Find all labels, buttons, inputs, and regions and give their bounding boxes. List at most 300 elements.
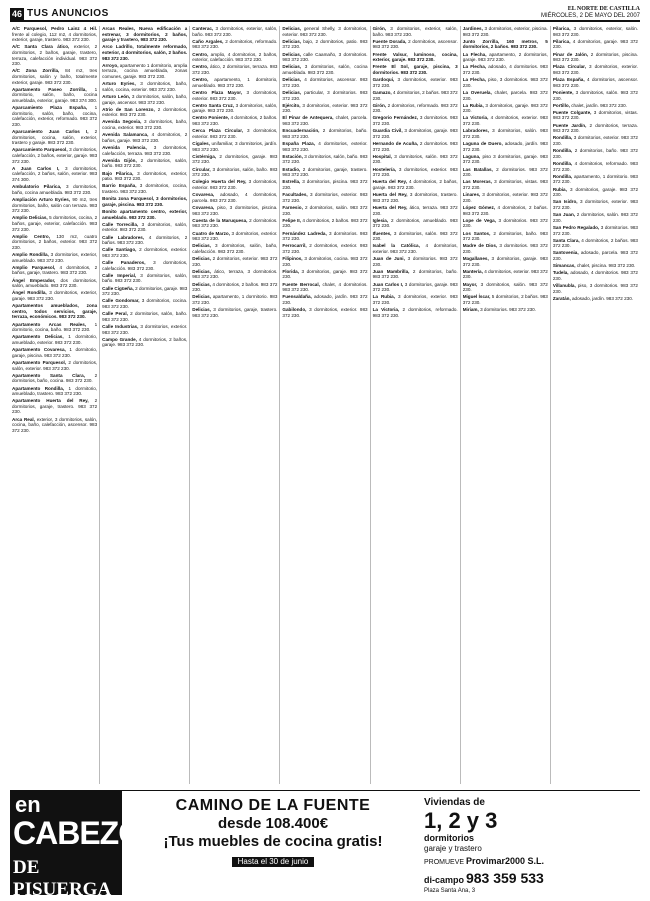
ad-text: 2 dormitorios, garaje. 983 372 230. [102, 285, 188, 297]
ad-text: 3 dormitorios, exterior. 983 372 230. [552, 135, 638, 147]
ad-column [461, 26, 551, 784]
classified-ad [463, 282, 548, 293]
ad-lead: Bajo Pilarica, [102, 170, 134, 176]
classified-ad [12, 303, 97, 320]
ad-text: 3 dormitorios, cocina, trastero. 983 372 230. [102, 183, 188, 194]
ad-text: 3 dormitorios, salón, baño, calefacción. 983 372 230. [192, 243, 278, 254]
ad-lead: Rondilla, [552, 173, 573, 179]
page-header [10, 6, 640, 22]
classified-ad [553, 250, 638, 261]
ad-text: amplio, 4 dormitorios, 2 baños, exterior, calefacción. 983 372 230. [192, 51, 278, 63]
ad-lead: Juan de Juni, [372, 256, 405, 262]
ad-text: 4 dormitorios, 2 baños. 983 372 230. [102, 234, 188, 246]
classified-ad [102, 209, 187, 220]
classified-ad [102, 337, 187, 348]
ad-text: 3 dormitorios, trastero. 983 372 230. [372, 192, 458, 203]
classified-ad [12, 386, 97, 397]
ad-lead: Huerta del Rey, [372, 179, 408, 185]
ad-lead: Simancas, [552, 263, 576, 269]
ad-text: 4 dormitorios, 2 baños. 983 372 230. [552, 237, 638, 249]
ad-lead: Ambulatorio Pilarica, [12, 184, 62, 190]
ad-lead: La Rubia, [372, 294, 395, 300]
ad-text: 2 dormitorios, exterior. 983 372 230. [102, 106, 188, 118]
ad-column [10, 26, 100, 784]
classified-ad [553, 26, 638, 37]
ad-lead: La Overuela, [462, 89, 492, 95]
ad-lead: Mayor, [462, 281, 478, 287]
classified-ad [282, 90, 367, 101]
classified-ad [282, 294, 367, 305]
ad-lead: Tudela, [552, 270, 569, 276]
classified-ad [102, 247, 187, 258]
ad-lead: Aparcamiento Plaza España, [12, 105, 88, 111]
ad-lead: Calle Peral, [102, 311, 128, 317]
classified-ad [12, 26, 97, 43]
classified-ad [463, 179, 548, 190]
banner-promueve [424, 856, 636, 868]
ad-lead: San Juan, [552, 212, 576, 218]
ad-lead: Ampliación Arturo Eyries, [12, 196, 71, 202]
ad-lead: Pinar de Jalón, [552, 51, 589, 57]
ad-lead: Cerca Plaza Circular, [192, 128, 244, 134]
ad-text: 2 dormitorios, baño. 983 372 230. [552, 148, 638, 159]
banner-cabezon: CABEZÓN [13, 815, 165, 851]
banner-promotor: Provimar2000 S.L. [466, 856, 545, 866]
ad-text: 2 dormitorios, ascensor. 983 372 230. [372, 38, 458, 50]
classified-ad [463, 52, 548, 63]
ad-lead: Cigales, [192, 141, 210, 147]
ad-text: 2 dormitorios, exterior. 983 372 230. [192, 256, 278, 267]
banner-center [128, 797, 418, 889]
ad-lead: Gregorio Fernández, [372, 115, 419, 121]
ad-lead: Ifuentes, [372, 230, 392, 236]
ad-lead: Poniente, [552, 89, 574, 95]
classified-ad [553, 187, 638, 198]
ad-lead: Avenida Salamanca, [102, 132, 149, 138]
ad-lead: Calle Santiago, [102, 247, 137, 253]
ad-text: adosado, 4 dormitorios. 983 372 230. [552, 270, 638, 282]
classified-ad [12, 290, 97, 301]
classified-ad [192, 141, 277, 152]
ad-lead: Arturo León, [102, 93, 131, 99]
classified-ad [12, 197, 97, 214]
ad-text: apartamento, 1 dormitorio, amueblado. 983 372 230. [192, 77, 278, 88]
ad-lead: Villanubla, [552, 283, 576, 289]
classified-ad [102, 63, 187, 80]
ad-column [371, 26, 461, 784]
ad-text: apartamento, 1 dormitorio. 983 372 230. [192, 294, 278, 305]
ad-text: 3 dormitorios, exterior, salón. 983 372 230. [552, 26, 638, 37]
ad-lead: Delicias, [192, 281, 211, 287]
ad-lead: Barrio España, [102, 183, 137, 189]
classified-ad [463, 128, 548, 139]
ad-lead: Ejército, [282, 102, 301, 108]
ad-text: 3 dormitorios, salón, baño. 983 372 230. [102, 272, 188, 284]
classified-ad [373, 282, 458, 293]
classified-ad [192, 243, 277, 254]
classified-ad [373, 205, 458, 216]
ad-lead: Florida, [282, 268, 300, 274]
ad-lead: Farnesio, [282, 204, 303, 210]
ad-lead: Miguel Íscar, [462, 294, 491, 300]
ad-text: 3 dormitorios, cocina. 983 372 230. [102, 298, 188, 309]
ad-lead: Delicias, [282, 64, 302, 70]
ad-lead: Aparcamiento Juan Carlos I, [12, 129, 89, 135]
classified-ad [553, 174, 638, 185]
banner-phone: 983 359 533 [465, 870, 544, 886]
ad-lead: Amplio Centro, [12, 233, 50, 239]
classified-ad [463, 77, 548, 88]
ad-text: 4 dormitorios, exterior. 983 372 230. [372, 243, 458, 254]
ad-lead: España Plaza, [282, 141, 316, 147]
ad-text: 2 dormitorios, salón, exterior. 983 372 230. [12, 359, 98, 371]
ad-text: garaje, piscina, 3 dormitorios. 983 372 230. [372, 64, 458, 75]
classified-ad [373, 52, 458, 63]
ad-text: chalet, parcela. 983 372 230. [462, 89, 548, 101]
ad-lead: Arca Real, [12, 416, 35, 422]
ad-text: adosado, 4 dormitorios. 983 372 230. [462, 64, 548, 75]
ad-lead: Amplio Rondilla, [12, 252, 49, 258]
classified-ad [553, 270, 638, 281]
ad-text: 4 dormitorios, 2 baños, garaje. 983 372 230. [372, 179, 458, 190]
classified-ad [463, 90, 548, 101]
ad-text: 3 dormitorios, salón. 983 372 230. [462, 128, 548, 139]
classified-ad [373, 307, 458, 318]
ad-text: 2 dormitorios, reformado. 983 372 230. [192, 38, 278, 50]
ad-text: 3 dormitorios. 983 372 230. [372, 256, 458, 267]
classified-ad [282, 26, 367, 37]
ad-text: 3 dormitorios, garaje. 983 372 230. [462, 102, 548, 114]
classified-ad [12, 252, 97, 263]
ad-text: exterior, amueblado. 983 372 230. [102, 208, 188, 220]
classified-ad [12, 105, 97, 127]
ad-column [100, 26, 190, 784]
ad-lead: Filipinos, [282, 256, 303, 262]
ad-lead: Miriam, [462, 307, 479, 313]
ad-text: 2 dormitorios. 983 372 230. [192, 217, 278, 229]
ad-text: 2 dormitorios, baño, cocina. 983 372 230. [12, 372, 98, 384]
ad-lead: Juan Carlos I, [372, 281, 404, 287]
ad-text: 3 dormitorios, exterior. 983 372 230. [372, 77, 458, 88]
classified-ad [553, 39, 638, 50]
classified-ad [102, 311, 187, 322]
classified-ad [192, 64, 277, 75]
ad-text: 3 dormitorios. 983 372 230. [282, 230, 368, 242]
ad-lead: Bonito apartamento centro, [102, 208, 167, 214]
classified-ad [373, 179, 458, 190]
classified-ad [463, 205, 548, 216]
ad-lead: Facultades, [282, 192, 308, 198]
ad-text: 3 dormitorios, garaje. 983 372 230. [372, 281, 458, 293]
ad-text: 4 dormitorios, ascensor. 983 372 230. [552, 77, 638, 88]
ad-text: 160 metros, 5 dormitorios, 2 baños. 983 372 230. [462, 38, 548, 50]
classified-ad [282, 103, 367, 114]
ad-lead: A Juan Carlos I, [12, 165, 60, 171]
ad-lead: Ferrocarril, [282, 243, 307, 249]
ad-text: 130 m2, cuatro dormitorios, 2 baños, exterior. 983 372 230. [12, 233, 98, 250]
ad-lead: A/C Zona Zorrilla, [12, 68, 60, 74]
ad-lead: Apartamento Santa Clara, [12, 372, 85, 378]
classified-ad [102, 119, 187, 130]
ad-lead: Huerta del Rey, [372, 192, 408, 198]
classified-ad [373, 294, 458, 305]
ad-lead: Isabel la Católica, [372, 243, 420, 249]
ad-text: piso, 3 dormitorios. 983 372 230. [552, 283, 638, 294]
classified-ad [192, 282, 277, 293]
classified-ad [373, 167, 458, 178]
ad-text: 1 dormitorio, salón, baño, cocina amueblada, exterior, garaje. 983 374 300. [12, 86, 98, 103]
ad-lead: Arco Ladrillo, [102, 44, 134, 50]
ad-lead: Lope de Vega, [462, 217, 497, 223]
ad-text: 5 dormitorios, 2 baños. 983 372 230. [462, 294, 548, 305]
ad-lead: Guardia Civil, [372, 128, 403, 134]
ad-text: 4 dormitorios, 2 baños. 983 372 230. [192, 281, 278, 293]
classified-ad [192, 52, 277, 63]
ad-text: piso 3 dormitorios, garaje. 983 372 230. [462, 153, 548, 165]
ad-lead: Frente Valsur, [372, 51, 408, 57]
classified-ad [282, 307, 367, 318]
ad-banner [10, 790, 640, 900]
ad-text: 3 dormitorios, exterior. 983 372 230. [552, 64, 638, 75]
ad-text: 3 dormitorios. 983 372 230. [372, 115, 458, 127]
ad-lead: Pilarica, [552, 26, 571, 31]
ad-lead: Centro, [192, 51, 209, 57]
ad-lead: Laguna de Duero, [462, 141, 503, 147]
classified-ad [102, 44, 187, 61]
classified-ad [553, 199, 638, 210]
classified-ad [553, 148, 638, 159]
banner-garaje: garaje y trastero [424, 844, 482, 853]
banner-right [424, 797, 636, 894]
classified-ad [12, 373, 97, 384]
classified-ad [373, 103, 458, 114]
ad-lead: Fuensaldaña, [282, 294, 312, 300]
ad-lead: Girón, [372, 102, 387, 108]
classified-ad [102, 107, 187, 118]
ad-lead: A/C Parquesol, Pedro Lainz 4 Hil. [12, 26, 98, 31]
classified-ad [192, 294, 277, 305]
ad-lead: Labradores, [462, 128, 489, 134]
ad-text: dos dormitorios, salón, amueblado. 983 372 230. [12, 277, 98, 289]
ad-text: 2 dormitorios, baño. 983 372 230. [462, 230, 548, 242]
ad-lead: Centro Plaza Mayor, [192, 89, 243, 95]
ad-text: totalmente reformado, exterior, 4 dormitorios, salón, 2 baños. 983 372 230. [102, 44, 188, 61]
page-number: 46 [12, 9, 23, 19]
classified-ad [553, 283, 638, 294]
ad-lead: Junto Zorrilla, [462, 38, 500, 44]
ad-lead: Apartamento Huerta del Rey, [12, 398, 89, 404]
ad-text: 84 m2, tres dormitorios, salón y baño, totalmente exterior, garaje. 983 372 230. [12, 68, 98, 85]
ad-lead: San Isidro, [552, 199, 578, 205]
classified-ad [192, 192, 277, 203]
classified-ad [463, 64, 548, 75]
ad-text: 2 dormitorios, salón. 983 372 230. [282, 204, 368, 216]
ad-lead: Delicias, [282, 89, 302, 95]
ad-text: particular, 3 dormitorios. 983 372 230. [282, 89, 368, 101]
classified-ad [553, 135, 638, 146]
ad-text: 1 dormitorio, salón, baño, cocina, calefacción, exterior, reformado. 983 372 230. [12, 105, 98, 127]
classified-ad [102, 171, 187, 182]
ad-text: 3 dormitorios, salón, baño. 983 372 230. [282, 153, 368, 165]
ad-lead: Santa Clara, [552, 237, 580, 243]
ad-lead: La Victoria, [372, 307, 400, 313]
classified-ad [12, 347, 97, 358]
ad-text: 2 dormitorios, garaje, trastero. 983 372 230. [282, 166, 368, 178]
ad-text: apartamento, 2 dormitorios, garaje. 983 372 230. [462, 51, 548, 63]
classified-ad [553, 64, 638, 75]
ad-text: 3 dormitorios, exterior. 983 372 230. [372, 166, 458, 178]
ad-text: 3 dormitorios, calefacción, 2 baños, salón, exterior. 983 374 300. [12, 165, 98, 182]
ad-text: exterior, 2 dormitorios, 2 baños, garaje, trastero, terraza, calefacción individual. 983 372 230. [12, 44, 98, 67]
ad-text: 4 dormitorios, reformado. 983 372 230. [552, 161, 638, 172]
ad-lead: Calle Gondomar, [102, 298, 140, 304]
ad-lead: Fuente Berrocal, [282, 281, 320, 287]
ad-lead: Delicias, [192, 256, 211, 262]
ad-text: adosado, jardín. 983 372 230. [462, 141, 548, 152]
ad-lead: Rondilla, [552, 148, 573, 154]
ad-lead: Portillo, [552, 102, 570, 108]
classified-ad [553, 77, 638, 88]
ad-lead: Fernández Ladreda, [282, 230, 327, 236]
classified-ad [12, 417, 97, 434]
banner-camino: CAMINO DE LA FUENTE [175, 797, 371, 814]
ad-text: 3 dormitorios, exterior, piscina. 983 372 230. [462, 26, 548, 37]
ad-lead: Calle Torrecilla, [102, 221, 139, 227]
ad-lead: El Pinar de Antequera, [282, 115, 334, 121]
ad-lead: Delicias, [282, 26, 302, 31]
classified-ad [373, 90, 458, 101]
classified-ad [282, 231, 367, 242]
ad-text: unifamiliar, 3 dormitorios, jardín. 983 372 230. [192, 141, 278, 152]
ad-text: 3 dormitorios, salón, baño, garaje, ascensor. 983 372 230. [102, 93, 188, 105]
classified-ad [463, 103, 548, 114]
classified-ad [12, 360, 97, 371]
ad-lead: Atrio de San Lorenzo, [102, 106, 155, 112]
ad-lead: Cuatro de Marzo, [192, 230, 231, 236]
ad-lead: Calle Industrias, [102, 323, 139, 329]
ad-text: 3 dormitorios. 983 372 230. [480, 307, 537, 313]
ad-lead: Covaresa, [192, 204, 215, 210]
banner-pisuerga: DE PISUERGA [13, 857, 112, 900]
ad-text: piso, 3 dormitorios, piscina. 983 372 230. [192, 204, 278, 216]
classified-ad [192, 179, 277, 190]
ad-lead: Calle Imperial, [102, 272, 137, 278]
ad-text: 4 dormitorios, 2 baños, garaje. 983 372 230. [102, 132, 188, 143]
classified-ad [553, 123, 638, 134]
ad-lead: Amplio Parquesol, [12, 264, 56, 270]
ad-lead: Frente El Sol, [372, 64, 409, 70]
ad-lead: Gardoqui, [372, 77, 395, 83]
ad-text: 3 dormitorios, exterior. 983 372 230. [282, 307, 368, 318]
classified-ad [282, 282, 367, 293]
classified-ad [282, 167, 367, 178]
ad-lead: Centro Santa Cruz, [192, 102, 235, 108]
ad-lead: La Victoria, [462, 115, 489, 121]
classified-ad [192, 256, 277, 267]
ad-text: 4 dormitorios, 2 baños. 983 372 230. [282, 217, 368, 229]
banner-hasta: Hasta el 30 de junio [232, 857, 315, 867]
banner-dormitorios: dormitorios [424, 833, 475, 843]
ad-lead: López Gómez, [462, 204, 496, 210]
ad-text: adosado, 4 dormitorios, parcela. 983 372 230. [192, 192, 278, 203]
ad-text: 2 dormitorios, piscina. 983 372 230. [552, 51, 638, 63]
ad-text: 3 dormitorios, exterior, salón, baño. 983 372 230. [192, 26, 278, 37]
ad-text: apartamento 1 dormitorio, amplia terraza, cocina amueblada, zonas comunes, garaje. 983 372 230. [102, 62, 188, 79]
classified-ad [192, 307, 277, 318]
classified-ad [553, 90, 638, 101]
ad-lead: Amplio Delicias, [12, 215, 48, 221]
section-title: TUS ANUNCIOS [27, 8, 109, 19]
ad-lead: Delicias, [192, 243, 211, 249]
ad-text: 2 dormitorios, reformado. 983 372 230. [372, 307, 458, 318]
ad-text: 2 dormitorios, garaje. 983 372 230. [192, 153, 278, 165]
ad-lead: Encuadernación, [282, 128, 320, 134]
ad-text: a estrenar, 3 dormitorios, 2 baños, garaje y trastero, 983 372 230. [102, 26, 188, 43]
ad-text: ático, terraza. 983 372 230. [372, 204, 458, 216]
ad-lead: Iglesia, [372, 217, 389, 223]
ad-text: apartamento, 1 dormitorio. 983 372 230. [552, 173, 638, 185]
classified-ad [553, 52, 638, 63]
ad-text: 3 dormitorios, calefacción. 983 372 230. [102, 260, 188, 271]
ad-text: 2 dormitorios, salón. 983 372 230. [552, 212, 638, 223]
classified-ad [282, 115, 367, 126]
ad-lead: Colegio Huerta del Rey, [192, 179, 247, 185]
ad-text: 3 dormitorios, baño, salón, cocina, exterior. 983 372 230. [102, 81, 188, 92]
ad-lead: Juan Mambrilla, [372, 268, 410, 274]
ad-lead: Las Moreras, [462, 179, 492, 185]
ad-lead: Apartamento Parquesol, [12, 359, 67, 365]
classified-ad [553, 238, 638, 249]
classified-columns [10, 26, 640, 784]
ad-text: 2 dormitorios. 983 372 230. [462, 166, 548, 178]
ad-text: 3 dormitorios, exterior, amueblado. 983 372 230. [12, 252, 98, 263]
header-right [541, 6, 640, 20]
ad-lead: Avenida Palencia, [102, 145, 147, 151]
ad-text: 3 dormitorios. 983 372 230. [552, 224, 638, 236]
banner-muebles: ¡Tus muebles de cocina gratis! [163, 833, 383, 850]
ad-lead: Avenida Gijón, [102, 157, 137, 163]
classified-ad [12, 334, 97, 345]
ad-text: 3 dormitorios, exterior, garaje. 983 372 230. [12, 290, 98, 302]
classified-ad [12, 129, 97, 146]
classified-ad [373, 64, 458, 75]
classified-ad [373, 243, 458, 254]
classified-ad [102, 94, 187, 105]
ad-text: 3 dormitorios, salón, exterior. 983 372 230. [102, 221, 188, 233]
classified-ad [463, 154, 548, 165]
classified-ad [12, 87, 97, 104]
ad-text: 3 dormitorios, salón. 983 372 230. [462, 281, 548, 293]
ad-lead: Apartamento Rondilla, [12, 385, 65, 391]
ad-text: 4 dormitorios, 2 baños. 983 372 230. [372, 89, 458, 101]
ad-lead: Delicias, [282, 77, 302, 83]
issue-date: MIÉRCOLES, 2 DE MAYO DEL 2007 [540, 13, 640, 19]
ad-lead: Hernando de Acuña, [372, 141, 419, 147]
classified-ad [12, 215, 97, 232]
classified-ad [463, 115, 548, 126]
ad-lead: Centro Poniente, [192, 115, 230, 121]
ad-text: 2 dormitorios, salón, baño. 983 372 230. [102, 311, 188, 322]
classified-ad [102, 298, 187, 309]
classified-ad [373, 26, 458, 37]
ad-text: chalet, piscina. 983 372 230. [576, 263, 636, 269]
classified-ad [282, 128, 367, 139]
ad-lead: La Rubia, [462, 102, 484, 108]
ad-text: 3 dormitorios, salón, cocina amueblada. 983 372 230. [282, 64, 368, 75]
classified-ad [553, 212, 638, 223]
classified-ad [282, 243, 367, 254]
banner-promueve-label: PROMUEVE [424, 859, 465, 866]
